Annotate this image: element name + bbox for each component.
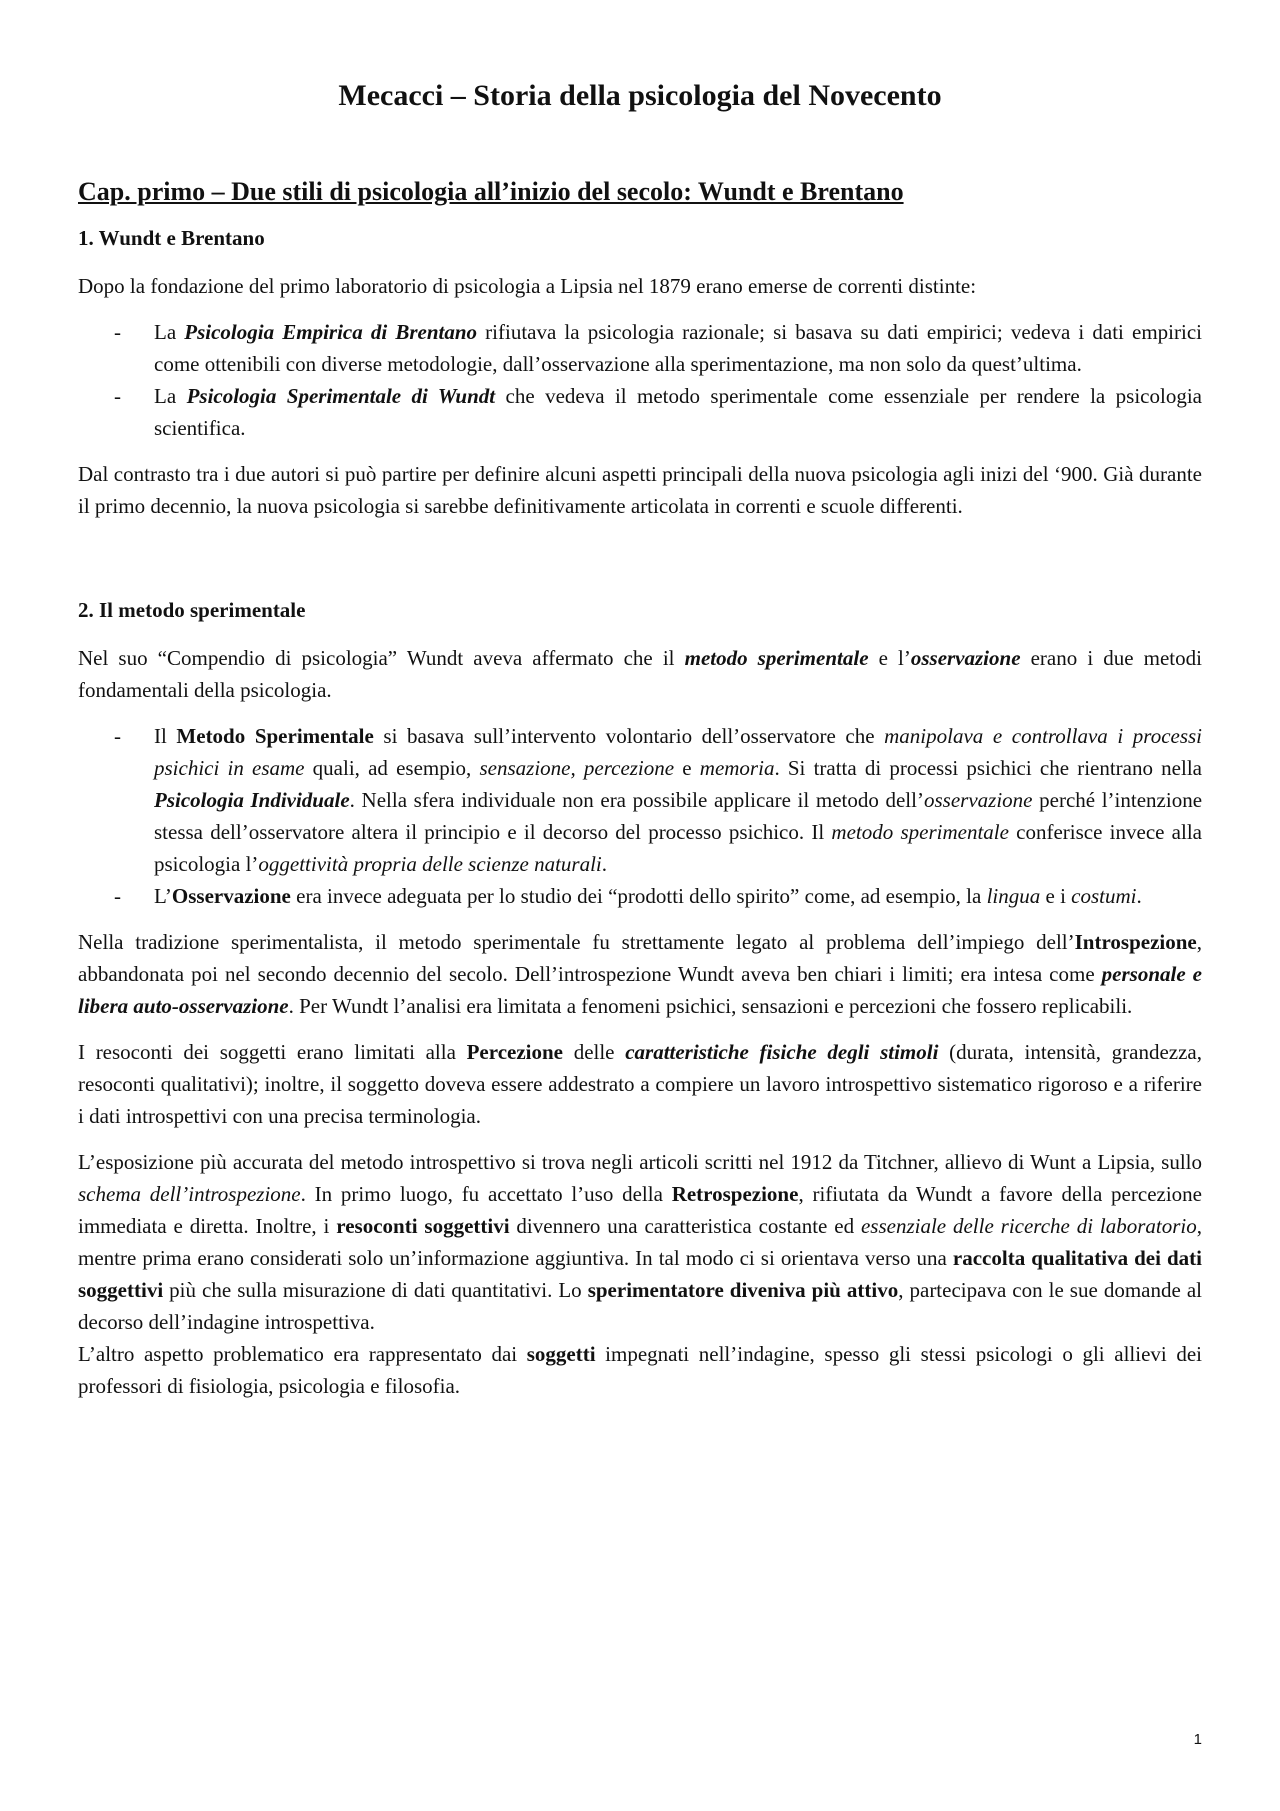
paragraph-intro: Dopo la fondazione del primo laboratorio di psicologia a Lipsia nel 1879 erano emerse de correnti distinte: [78,274,977,298]
text-run: . Nella sfera individuale non era possibile applicare il metodo dell’ [349,788,924,812]
text-run: e l’ [868,646,911,670]
text-run: L’ [154,884,172,908]
text-run: La [154,384,187,408]
section-heading-1: 1. Wundt e Brentano [78,226,265,250]
bold-term: Metodo Sperimentale [176,724,374,748]
text-run: rifiutava la psicologia razionale; si basava su dati empirici; vedeva i dati empirici come ottenibili con diverse metodologie, dall’osservazione alla sperimentazione, ma non solo da quest’ultima. [154,320,1202,376]
list-item [154,316,1202,380]
paragraph [78,1338,1202,1402]
list-item [154,720,1202,880]
italic-term: costumi [1071,884,1137,908]
paragraph [78,1036,1202,1132]
bold-term: Osservazione [171,884,291,908]
italic-term: lingua [986,884,1041,908]
text-run: conferisce invece alla psicologia l’ [154,820,1202,876]
text-run: La [154,320,185,344]
paragraph [78,1146,1202,1338]
text-run: si basava sull’intervento volontario dell’osservatore che [373,724,885,748]
text-run: , abbandonata poi nel secondo decennio del secolo. Dell’introspezione Wundt aveva ben chiari i limiti; era intesa come [78,930,1202,986]
list-item [154,880,1202,912]
text-run: Nella tradizione sperimentalista, il metodo sperimentale fu strettamente legato al problema dell’impiego dell’ [78,930,1075,954]
bold-term: Introspezione [1074,930,1197,954]
bold-term: resoconti soggettivi [336,1214,510,1238]
page-number: 1 [1193,1731,1202,1748]
text-run: più che sulla misurazione di dati quantitativi. Lo [163,1278,588,1302]
bullet-list-1 [78,316,1202,444]
italic-term: metodo sperimentale [831,820,1009,844]
paragraph [78,926,1202,1022]
emphasis-term: Psicologia Empirica di Brentano [184,320,478,344]
text-run: , rifiutata da Wundt a favore della percezione immediata e diretta. Inoltre, i [78,1182,1202,1238]
bold-term: Retrospezione [671,1182,799,1206]
italic-term: schema dell’introspezione [78,1182,301,1206]
emphasis-term: personale e libera auto-osservazione [78,962,1202,1018]
paragraph: Dal contrasto tra i due autori si può partire per definire alcuni aspetti principali della nuova psicologia agli inizi del ‘900. Già durante il primo decennio, la nuova psicologia si sarebbe definitivamente articolata in correnti e scuole differenti. [78,462,1202,518]
italic-term: memoria [699,756,775,780]
bold-term: soggetti [526,1342,596,1366]
text-run: Nel suo “Compendio di psicologia” Wundt aveva affermato che il [78,646,685,670]
text-run: quali, ad esempio, [304,756,480,780]
text-run: che vedeva il metodo sperimentale come essenziale per rendere la psicologia scientifica. [154,384,1202,440]
italic-term: osservazione [923,788,1033,812]
document-title: Mecacci – Storia della psicologia del Novecento [338,79,942,112]
section-heading-2: 2. Il metodo sperimentale [78,598,306,622]
bold-term: Percezione [466,1040,563,1064]
text-run: (durata, intensità, grandezza, resoconti qualitativi); inoltre, il soggetto doveva essere addestrato a compiere un lavoro introspettivo sistematico rigoroso e a riferire i dati introspettivi con una precisa terminologia. [78,1040,1202,1128]
bold-term: raccolta qualitativa dei dati soggettivi [78,1246,1203,1302]
text-run: impegnati nell’indagine, spesso gli stessi psicologi o gli allievi dei professori di fisiologia, psicologia e filosofia. [78,1342,1202,1398]
text-run: . Si tratta di processi psichici che rientrano nella [774,756,1202,780]
emphasis-term: Psicologia Individuale [154,788,350,812]
text-run: Il [154,724,177,748]
bullet-list-2 [78,720,1202,912]
chapter-heading: Cap. primo – Due stili di psicologia all’inizio del secolo: Wundt e Brentano [78,177,904,206]
text-run: perché l’intenzione stessa dell’osservatore altera il principio e il decorso del processo psichico. Il [154,788,1203,844]
text-run: delle [563,1040,626,1064]
text-run: I resoconti dei soggetti erano limitati alla [78,1040,467,1064]
text-run: . [1136,884,1142,908]
text-run: , mentre prima erano considerati solo un’informazione aggiuntiva. In tal modo ci si orientava verso una [78,1214,1203,1270]
list-item [154,380,1202,444]
text-run: erano i due metodi fondamentali della psicologia. [78,646,1202,702]
emphasis-term: metodo sperimentale [684,646,869,670]
emphasis-term: Psicologia Sperimentale di Wundt [186,384,496,408]
text-run: era invece adeguata per lo studio dei “prodotti dello spirito” come, ad esempio, la [290,884,987,908]
bold-term: sperimentatore diveniva più attivo [587,1278,899,1302]
italic-term: essenziale delle ricerche di laboratorio [860,1214,1197,1238]
text-run: e i [1040,884,1072,908]
paragraph [78,642,1202,706]
text-run: . In primo luogo, fu accettato l’uso della [300,1182,672,1206]
text-run: L’esposizione più accurata del metodo introspettivo si trova negli articoli scritti nel 1912 da Titchner, allievo di Wunt a Lipsia, sullo [78,1150,1202,1174]
text-run: divennero una caratteristica costante ed [509,1214,861,1238]
italic-term: manipolava e controllava i processi psichici in esame [154,724,1203,780]
text-run: e [674,756,700,780]
italic-term: oggettività propria delle scienze naturali [258,852,602,876]
text-run: , partecipava con le sue domande al decorso dell’indagine introspettiva. [78,1278,1202,1334]
emphasis-term: caratteristiche fisiche degli stimoli [625,1040,939,1064]
text-run: . [601,852,607,876]
text-run: L’altro aspetto problematico era rappresentato dai [78,1342,527,1366]
emphasis-term: osservazione [910,646,1021,670]
italic-term: sensazione, percezione [479,756,675,780]
text-run: . Per Wundt l’analisi era limitata a fenomeni psichici, sensazioni e percezioni che fossero replicabili. [288,994,1133,1018]
